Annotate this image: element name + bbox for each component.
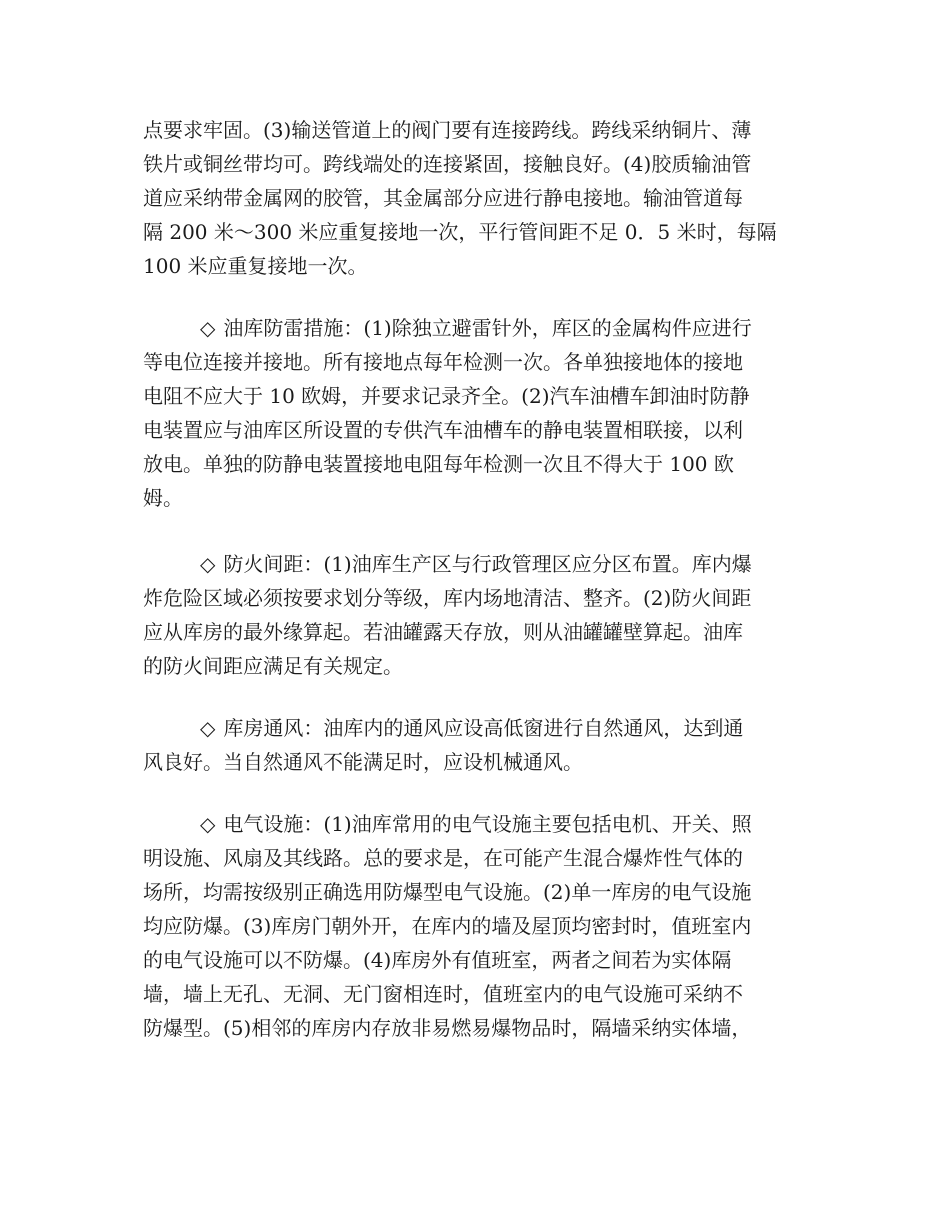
text-line: 电装置应与油库区所设置的专供汽车油槽车的静电装置相联接，以利 xyxy=(143,418,743,442)
text-line: 点要求牢固。(3)输送管道上的阀门要有连接跨线。跨线采纳铜片、薄 xyxy=(143,118,752,142)
text-line: 炸危险区域必须按要求划分等级，库内场地清洁、整齐。(2)防火间距 xyxy=(143,586,752,610)
text-line: 姆。 xyxy=(143,486,183,510)
text-line: 隔 200 米～300 米应重复接地一次，平行管间距不足 0．5 米时，每隔 xyxy=(143,220,777,244)
text-line: 电阻不应大于 10 欧姆，并要求记录齐全。(2)汽车油槽车卸油时防静 xyxy=(143,384,750,408)
text-line: 防爆型。(5)相邻的库房内存放非易燃易爆物品时，隔墙采纳实体墙， xyxy=(143,1016,752,1040)
diamond-bullet-icon: ◇ xyxy=(200,716,216,740)
text-line: 的防火间距应满足有关规定。 xyxy=(143,654,403,678)
text-line: 道应采纳带金属网的胶管，其金属部分应进行静电接地。输油管道每 xyxy=(143,186,743,210)
text-line-content: 油库防雷措施：(1)除独立避雷针外，库区的金属构件应进行 xyxy=(223,316,752,340)
text-line: 风良好。当自然通风不能满足时，应设机械通风。 xyxy=(143,750,583,774)
text-line: 明设施、风扇及其线路。总的要求是，在可能产生混合爆炸性气体的 xyxy=(143,846,743,870)
text-line xyxy=(200,711,743,745)
diamond-bullet-icon: ◇ xyxy=(200,316,216,340)
text-line: 等电位连接并接地。所有接地点每年检测一次。各单独接地体的接地 xyxy=(143,350,743,374)
text-line xyxy=(200,311,752,345)
text-line: 墙，墙上无孔、无洞、无门窗相连时，值班室内的电气设施可采纳不 xyxy=(143,982,743,1006)
text-line: 应从库房的最外缘算起。若油罐露天存放，则从油罐罐壁算起。油库 xyxy=(143,620,743,644)
diamond-bullet-icon: ◇ xyxy=(200,812,216,836)
text-line: 放电。单独的防静电装置接地电阻每年检测一次且不得大于 100 欧 xyxy=(143,452,734,476)
text-line-content: 库房通风：油库内的通风应设高低窗进行自然通风，达到通 xyxy=(223,716,744,740)
text-line: 100 米应重复接地一次。 xyxy=(143,254,368,278)
text-line: 场所，均需按级别正确选用防爆型电气设施。(2)单一库房的电气设施 xyxy=(143,880,752,904)
text-line xyxy=(200,807,752,841)
text-line: 的电气设施可以不防爆。(4)库房外有值班室，两者之间若为实体隔 xyxy=(143,948,732,972)
text-line xyxy=(200,547,752,581)
text-line-content: 电气设施：(1)油库常用的电气设施主要包括电机、开关、照 xyxy=(223,812,752,836)
text-line-content: 防火间距：(1)油库生产区与行政管理区应分区布置。库内爆 xyxy=(223,552,752,576)
diamond-bullet-icon: ◇ xyxy=(200,552,216,576)
text-line: 铁片或铜丝带均可。跨线端处的连接紧固，接触良好。(4)胶质输油管 xyxy=(143,152,752,176)
text-line: 均应防爆。(3)库房门朝外开，在库内的墙及屋顶均密封时，值班室内 xyxy=(143,914,752,938)
